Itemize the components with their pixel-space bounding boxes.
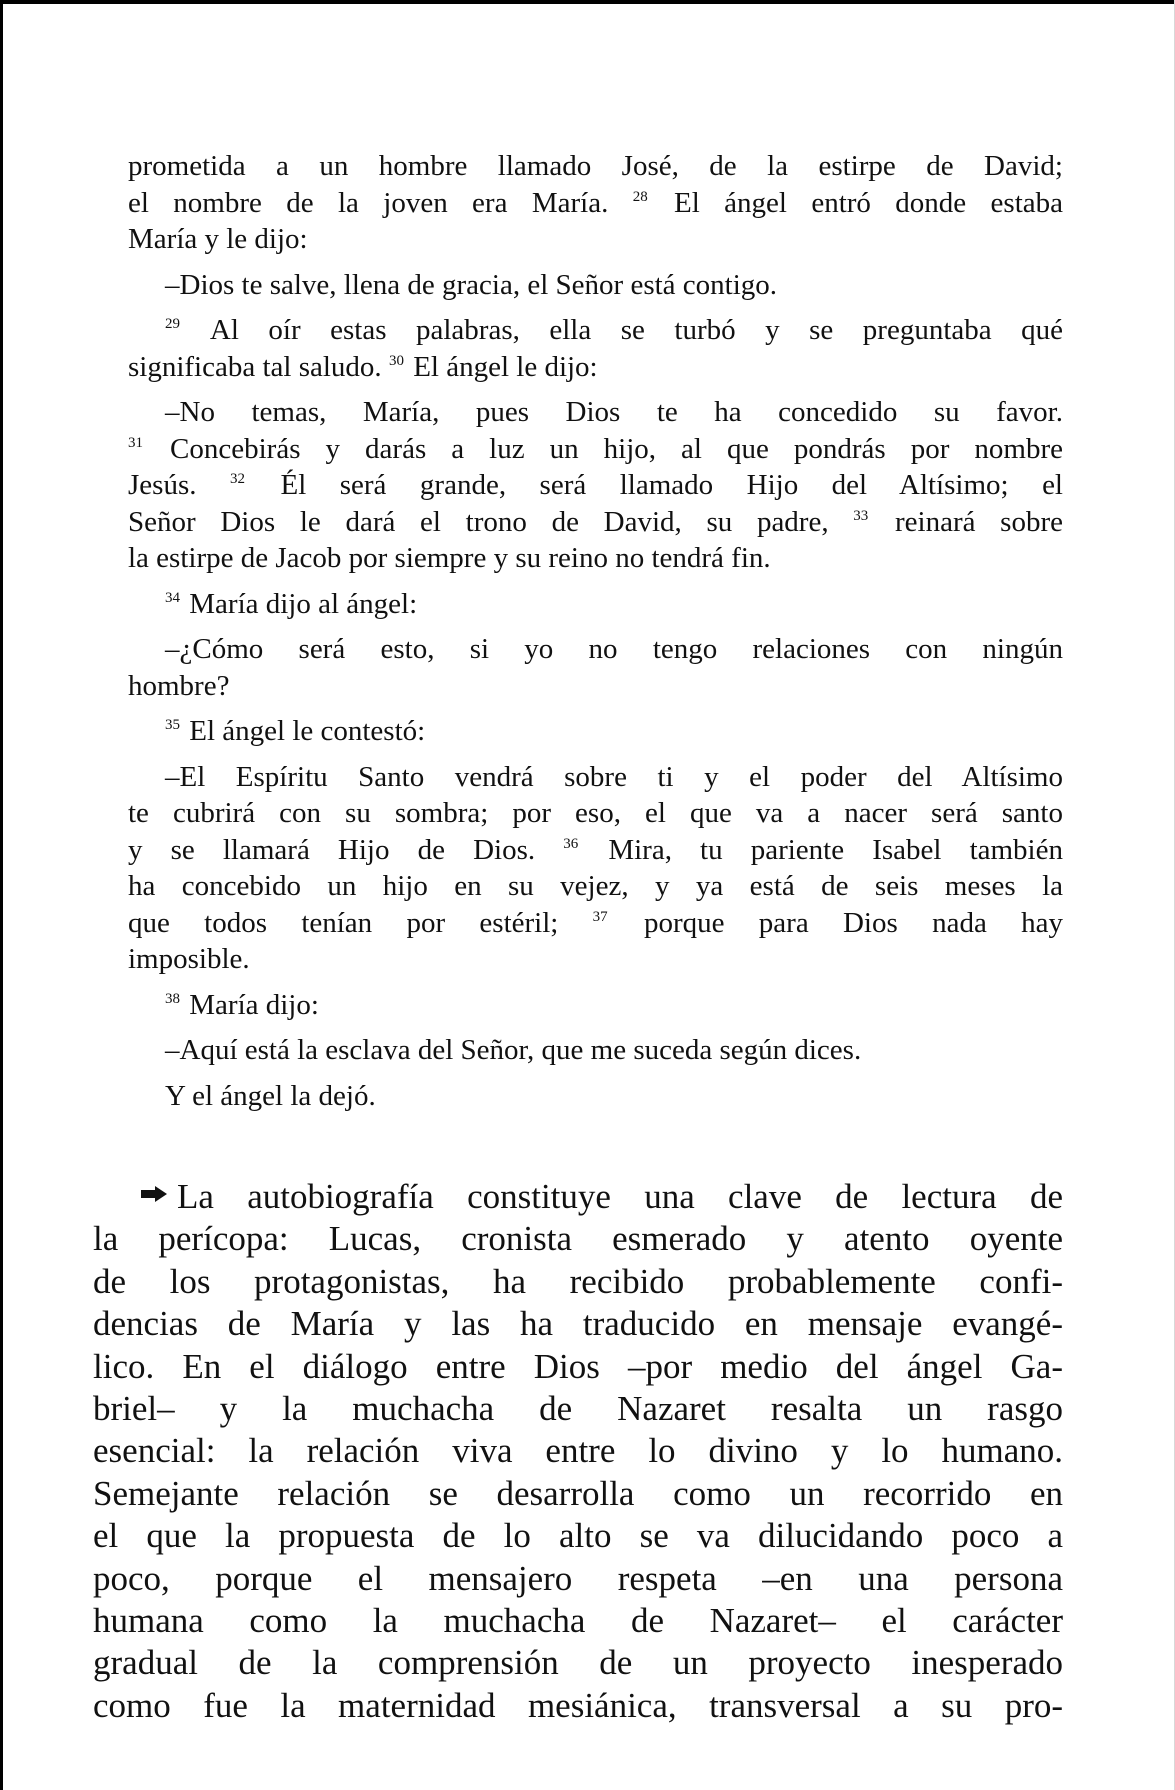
commentary-line: [93, 1600, 1063, 1642]
line-text: –Dios te salve, llena de gracia, el Señor está contigo.: [165, 268, 778, 301]
line-text: –¿Cómo será esto, si yo no tengo relaciones con ningún: [165, 633, 1063, 665]
scripture-line: [128, 987, 1063, 1024]
line-text: como fue la maternidad mesiánica, transversal a su pro-: [93, 1685, 1063, 1725]
scripture-line: [128, 759, 1063, 796]
commentary-line: [93, 1218, 1063, 1260]
line-text: dencias de María y las ha traducido en mensaje evangé-: [93, 1304, 1063, 1344]
line-text: de los protagonistas, ha recibido probablemente confi-: [93, 1261, 1063, 1301]
line-text: Concebirás y darás a luz un hijo, al que pondrás por nombre: [145, 432, 1063, 465]
commentary-line: [93, 1176, 1063, 1218]
scripture-line: [128, 1078, 1063, 1115]
line-text: Mira, tu pariente Isabel también: [580, 833, 1063, 866]
scripture-line: [128, 431, 1063, 468]
commentary-line: [93, 1261, 1063, 1303]
commentary-line: [93, 1303, 1063, 1345]
scripture-line: [128, 905, 1063, 942]
commentary-line: [93, 1346, 1063, 1388]
line-text: –No temas, María, pues Dios te ha concedido su favor.: [165, 396, 1063, 428]
scripture-passage: [128, 148, 1063, 1114]
line-text: significaba tal saludo.: [128, 350, 389, 383]
scripture-line: [128, 540, 1063, 577]
scripture-line: [128, 312, 1063, 349]
line-text: humana como la muchacha de Nazaret– el carácter: [93, 1600, 1063, 1640]
line-text: Jesús.: [128, 469, 230, 501]
line-text: que todos tenían por estéril;: [128, 906, 593, 939]
commentary-line: [93, 1388, 1063, 1430]
scripture-line: [128, 631, 1063, 668]
verse-number: 29: [165, 316, 180, 332]
line-text: lico. En el diálogo entre Dios –por medio del ángel Ga-: [93, 1346, 1063, 1386]
verse-number: 34: [165, 589, 180, 606]
verse-number: 32: [229, 471, 245, 487]
line-text: prometida a un hombre llamado José, de la estirpe de David;: [128, 150, 1063, 182]
line-text: imposible.: [128, 943, 250, 975]
line-text: ha concebido un hijo en su vejez, y ya está de seis meses la: [128, 870, 1063, 902]
line-text: el que la propuesta de lo alto se va dilucidando poco a: [93, 1516, 1063, 1556]
scripture-line: [128, 349, 1063, 386]
commentary-line: [93, 1515, 1063, 1557]
line-text: El ángel entró donde estaba: [649, 186, 1063, 219]
scripture-line: [128, 668, 1063, 705]
line-text: Señor Dios le dará el trono de David, su padre,: [128, 505, 854, 538]
line-text: –Aquí está la esclava del Señor, que me suceda según dices.: [165, 1034, 862, 1066]
verse-number: 35: [165, 717, 180, 733]
commentary-line: [93, 1558, 1063, 1600]
scripture-line: [128, 1032, 1063, 1069]
line-text: La autobiografía constituye una clave de lectura de: [177, 1177, 1063, 1216]
line-text: Al oír estas palabras, ella se turbó y se preguntaba qué: [182, 314, 1063, 346]
line-text: te cubrirá con su sombra; por eso, el que va a nacer será santo: [128, 797, 1063, 829]
line-text: –El Espíritu Santo vendrá sobre ti y el poder del Altísimo: [165, 760, 1063, 793]
line-text: Él será grande, será llamado Hijo del Altísimo; el: [246, 469, 1063, 501]
commentary-line: [93, 1473, 1063, 1515]
line-text: El ángel le dijo:: [405, 350, 598, 383]
verse-number: 37: [592, 908, 608, 925]
scripture-line: [128, 267, 1063, 304]
right-arrow-icon: [141, 1186, 167, 1202]
line-text: María dijo al ángel:: [182, 587, 418, 620]
line-text: briel– y la muchacha de Nazaret resalta un rasgo: [93, 1388, 1063, 1428]
verse-number: 28: [632, 188, 648, 205]
commentary-line: [93, 1430, 1063, 1472]
verse-number: 30: [388, 352, 404, 369]
verse-number: 36: [563, 835, 579, 852]
line-text: María y le dijo:: [128, 223, 308, 255]
line-text: gradual de la comprensión de un proyecto inesperado: [93, 1643, 1063, 1683]
scripture-line: [128, 586, 1063, 623]
scripture-line: [128, 941, 1063, 978]
scripture-line: [128, 713, 1063, 750]
commentary-line: [93, 1642, 1063, 1684]
scripture-line: [128, 467, 1063, 504]
line-text: Semejante relación se desarrolla como un recorrido en: [93, 1473, 1063, 1513]
line-text: hombre?: [128, 669, 230, 702]
scripture-line: [128, 832, 1063, 869]
verse-number: 31: [128, 434, 143, 451]
line-text: El ángel le contestó:: [182, 715, 426, 747]
verse-number: 33: [853, 507, 869, 524]
line-text: la perícopa: Lucas, cronista esmerado y atento oyente: [93, 1219, 1063, 1259]
line-text: el nombre de la joven era María.: [128, 186, 633, 219]
line-text: María dijo:: [182, 988, 319, 1021]
scripture-line: [128, 185, 1063, 222]
verse-number: 38: [165, 990, 180, 1007]
line-text: Y el ángel la dejó.: [165, 1079, 376, 1112]
scripture-line: [128, 504, 1063, 541]
line-text: reinará sobre: [870, 505, 1063, 538]
commentary-line: [93, 1685, 1063, 1727]
line-text: esencial: la relación viva entre lo divino y lo humano.: [93, 1431, 1063, 1471]
scripture-line: [128, 868, 1063, 905]
commentary-paragraph: [93, 1176, 1063, 1727]
line-text: y se llamará Hijo de Dios.: [128, 833, 564, 866]
line-text: poco, porque el mensajero respeta –en una persona: [93, 1558, 1063, 1598]
line-text: la estirpe de Jacob por siempre y su reino no tendrá fin.: [128, 542, 771, 574]
scripture-line: [128, 394, 1063, 431]
scripture-line: [128, 148, 1063, 185]
scripture-line: [128, 221, 1063, 258]
scripture-line: [128, 795, 1063, 832]
line-text: porque para Dios nada hay: [609, 906, 1063, 939]
